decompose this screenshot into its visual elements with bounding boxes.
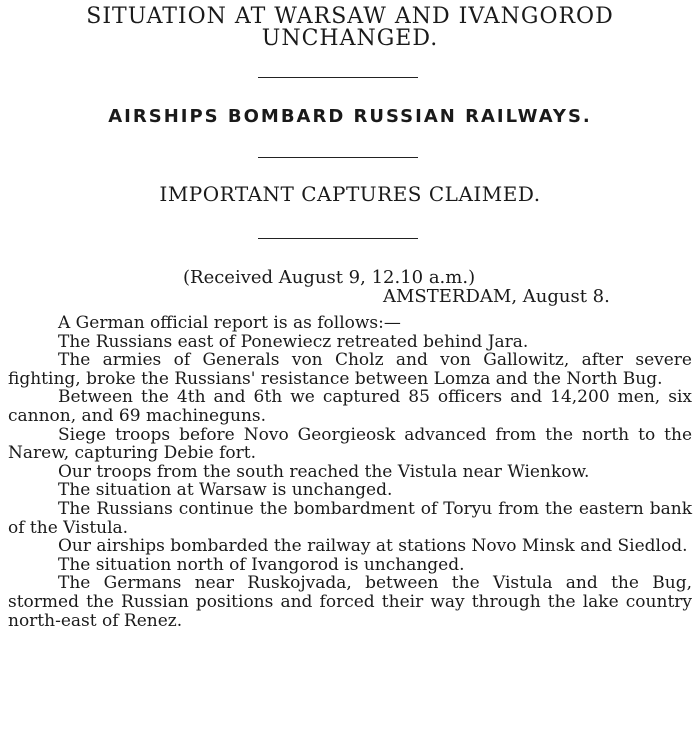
paragraph: Between the 4th and 6th we captured 85 officers and 14,200 men, six cannon, and 69 machineguns. <box>8 387 692 426</box>
paragraph: The situation at Warsaw is unchanged. <box>58 480 393 501</box>
paragraph: The Russians east of Ponewiecz retreated behind Jara. <box>58 331 529 352</box>
subheadline-captures: IMPORTANT CAPTURES CLAIMED. <box>159 182 541 206</box>
main-headline <box>0 6 700 50</box>
headline-line-1: SITUATION AT WARSAW AND IVANGOROD <box>86 4 614 29</box>
paragraph: The Russians continue the bombardment of Toryu from the eastern bank of the Vistula. <box>8 498 692 538</box>
paragraph: The Germans near Ruskojvada, between the Vistula and the Bug, stormed the Russian positions and forced their way through the lake country north-east of Renez. <box>8 573 692 631</box>
divider-rule-2 <box>258 157 418 158</box>
paragraph: Our airships bombarded the railway at stations Novo Minsk and Siedlod. <box>58 536 688 557</box>
paragraph: The situation north of Ivangorod is unchanged. <box>58 554 465 575</box>
dateline-received: (Received August 9, 12.10 a.m.) <box>183 267 476 288</box>
divider-rule-1 <box>258 77 418 78</box>
dateline-place-date: AMSTERDAM, August 8. <box>383 286 610 307</box>
paragraph: Our troops from the south reached the Vistula near Wienkow. <box>58 461 590 482</box>
paragraph: Siege troops before Novo Georgieosk advanced from the north to the Narew, capturing Debie fort. <box>8 424 692 464</box>
headline-line-2: UNCHANGED. <box>261 26 439 51</box>
divider-rule-3 <box>258 238 418 239</box>
subheadline-airships: AIRSHIPS BOMBARD RUSSIAN RAILWAYS. <box>108 106 592 127</box>
paragraph: The armies of Generals von Cholz and von Gallowitz, after severe fighting, broke the Russians' resistance between Lomza and the North Bug. <box>8 350 692 389</box>
article-body <box>8 314 692 630</box>
paragraph: A German official report is as follows:— <box>58 313 401 333</box>
